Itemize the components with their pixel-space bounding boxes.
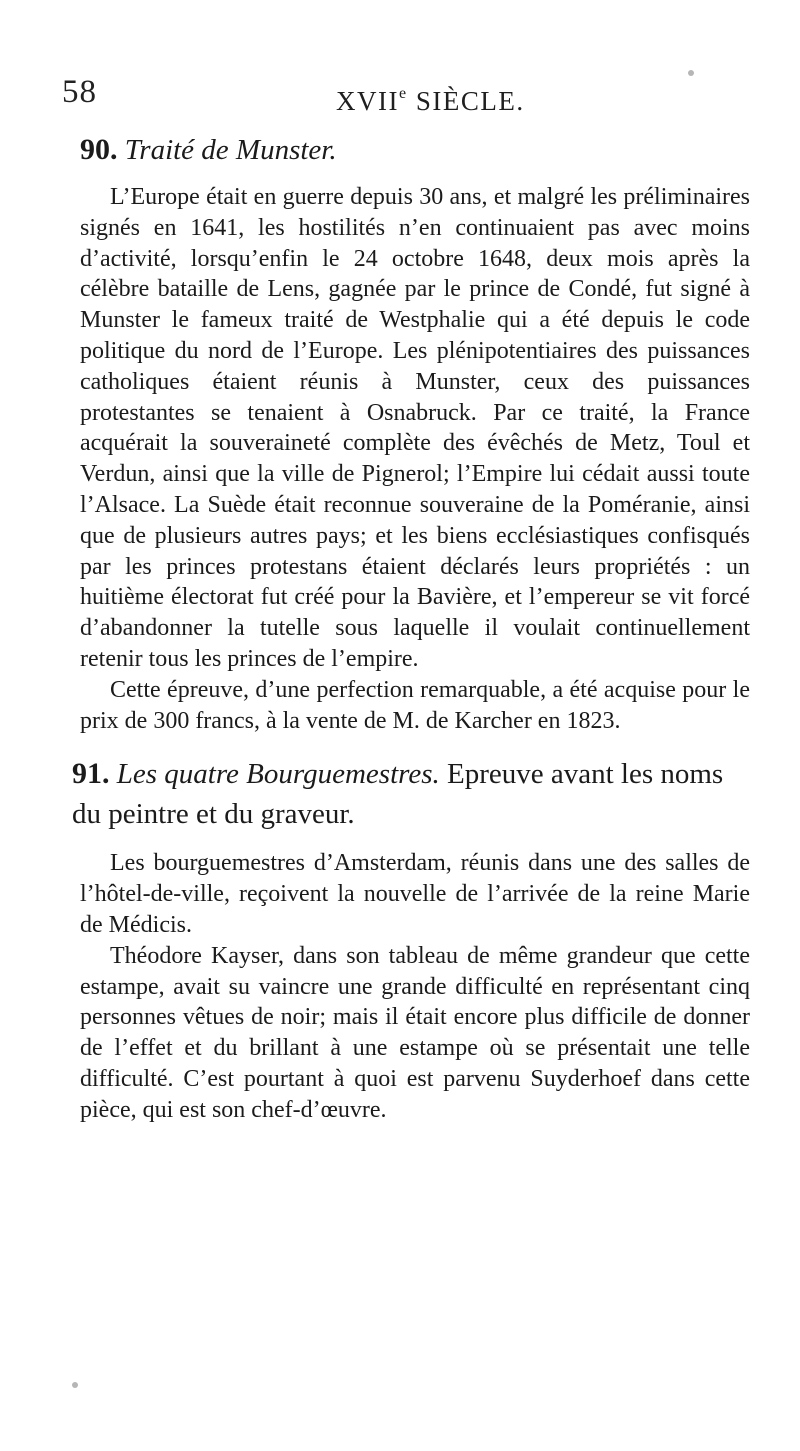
entry-paragraph: Les bourguemestres d’Amsterdam, réunis dans une des salles de l’hôtel-de-ville, reçoivent la nouvelle de l’arrivée de la reine Marie de Médicis. [80, 850, 750, 938]
entry-number: 90. [80, 133, 118, 166]
entry-heading [80, 130, 750, 170]
page-body [72, 130, 750, 1126]
entry-paragraph: Théodore Kayser, dans son tableau de même grandeur que cette estampe, avait su vaincre une grande difficulté en représentant cinq personnes vêtues de noir; mais il était encore plus difficile de donner de l’effet et du brillant à une estampe où se présentait une telle difficulté. C’est pourtant à quoi est parvenu Suyderhoef dans cette pièce, qui est son chef-d’œuvre. [80, 942, 750, 1123]
entry-heading [72, 754, 750, 834]
catalog-entry-91 [72, 754, 750, 1125]
entry-paragraph: Cette épreuve, d’une perfection remarquable, a été acquise pour le prix de 300 francs, à la vente de M. de Karcher en 1823. [80, 676, 750, 734]
page-number: 58 [62, 74, 97, 110]
running-head [336, 86, 525, 117]
entry-subtitle: Epreuve avant les noms du peintre et du graveur. [72, 758, 724, 831]
entry-paragraph: L’Europe était en guerre depuis 30 ans, et malgré les préliminaires signés en 1641, les hostilités n’en continuaient pas avec moins d’activité, lorsqu’enfin le 24 octobre 1648, deux mois après la célèbre bataille de Lens, gagnée par le prince de Condé, fut signé à Munster le fameux traité de Westphalie qui a été depuis le code politique du nord de l’Europe. Les plénipotentiaires des puissances catholiques étaient réunis à Munster, ceux des puissances protestantes se tenaient à Osnabruck. Par ce traité, la France acquérait la souveraineté complète des évêchés de Metz, Toul et Verdun, ainsi que la ville de Pignerol; l’Empire lui cédait aussi toute l’Alsace. La Suède était reconnue souveraine de la Poméranie, ainsi que de plusieurs autres pays; et les biens ecclésiastiques confisqués par les princes protestans étaient déclarés leurs propriétés : un huitième électorat fut créé pour la Bavière, et l’empereur se vit forcé d’abandonner la tutelle sous laquelle il voulait continuellement retenir tous les princes de l’empire. [80, 184, 750, 672]
entry-number: 91. [72, 757, 110, 791]
running-head-sup: e [398, 85, 408, 102]
entry-title: Traité de Munster. [124, 134, 337, 166]
running-head-century: XVII [336, 86, 399, 116]
catalog-entry-90 [80, 130, 750, 736]
page-header [62, 74, 742, 126]
paper-speck [72, 1382, 78, 1388]
running-head-text: SIÈCLE. [407, 86, 525, 116]
entry-title: Les quatre Bourguemestres. [116, 758, 440, 791]
paper-speck [688, 70, 694, 76]
